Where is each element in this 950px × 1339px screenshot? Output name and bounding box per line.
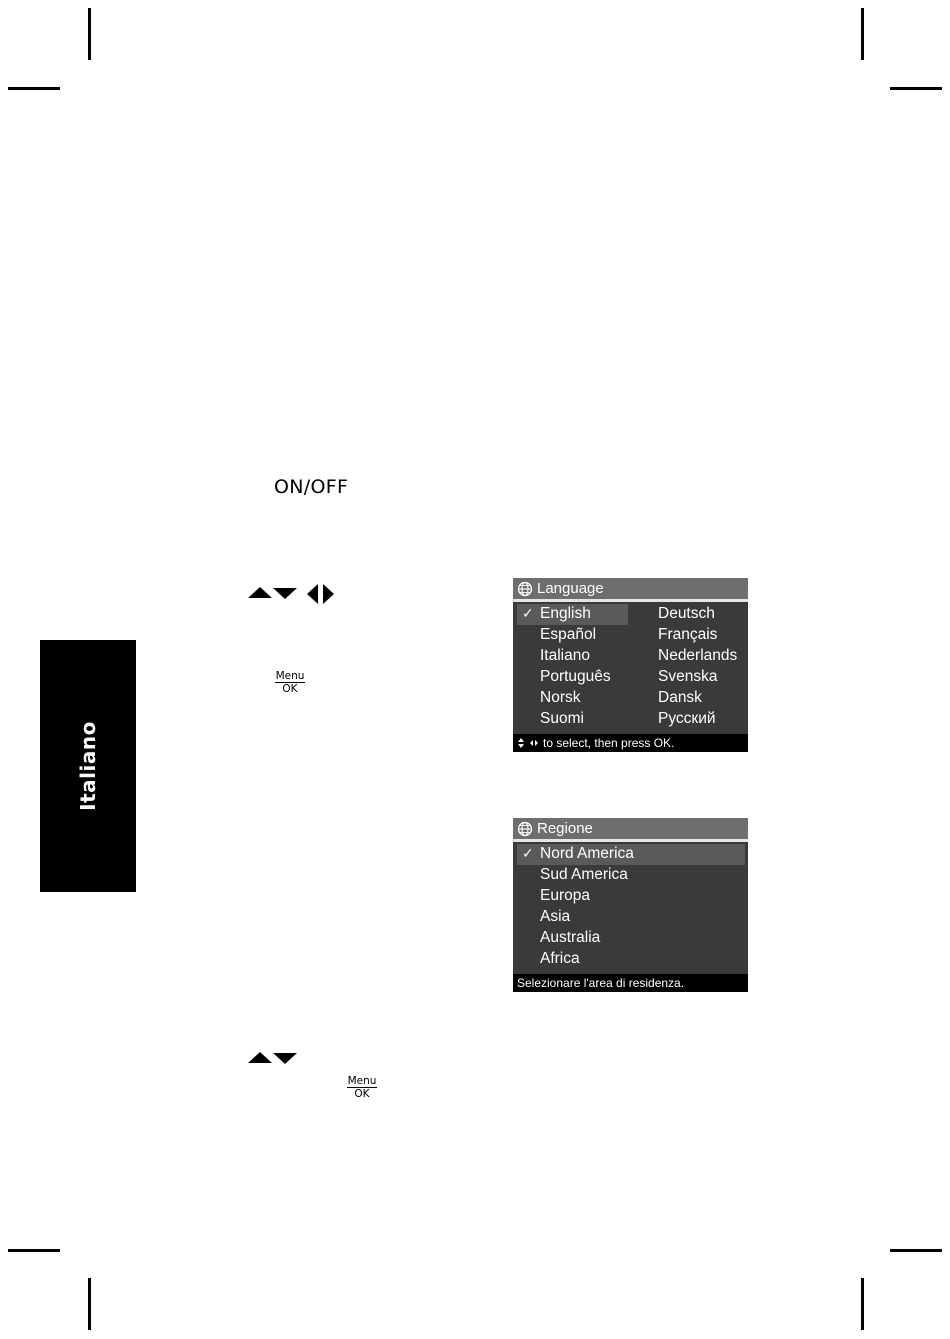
region-screen <box>513 818 748 992</box>
side-tab-label: Italiano <box>76 721 100 811</box>
language-row <box>513 667 748 688</box>
region-option[interactable]: Europa <box>540 887 590 904</box>
crop-mark-top-left-vertical <box>88 8 91 60</box>
left-arrow-icon <box>307 584 318 604</box>
menu-label: Menu <box>275 670 305 682</box>
down-arrow-icon <box>273 1053 297 1064</box>
region-row <box>513 844 748 865</box>
language-option[interactable]: Español <box>540 626 597 643</box>
ok-label: OK <box>282 683 298 695</box>
crop-mark-bottom-left-horizontal <box>8 1249 60 1252</box>
language-option[interactable]: Português <box>540 668 611 685</box>
up-down-keys-icon <box>248 1050 298 1066</box>
region-list <box>513 842 748 970</box>
language-option[interactable]: English <box>540 605 591 622</box>
language-row <box>513 709 748 730</box>
language-option[interactable]: Norsk <box>540 689 581 706</box>
language-footer-text: to select, then press OK. <box>543 736 675 750</box>
menu-ok-icon <box>344 1075 380 1100</box>
language-row <box>513 625 748 646</box>
language-option[interactable]: Nederlands <box>658 647 738 664</box>
globe-icon <box>517 581 533 597</box>
region-row <box>513 865 748 886</box>
crop-mark-top-right-vertical <box>861 8 864 60</box>
language-side-tab <box>40 640 136 892</box>
region-row <box>513 907 748 928</box>
down-arrow-icon <box>273 588 297 599</box>
arrow-buttons-icon-group <box>248 584 338 604</box>
region-option[interactable]: Asia <box>540 908 571 925</box>
language-option[interactable]: Italiano <box>540 647 590 664</box>
language-screen-header <box>513 578 748 599</box>
globe-icon <box>517 821 533 837</box>
region-screen-header <box>513 818 748 839</box>
language-option[interactable]: Dansk <box>658 689 702 706</box>
language-row <box>513 646 748 667</box>
language-row <box>513 604 748 625</box>
crop-mark-bottom-right-vertical <box>861 1278 864 1330</box>
region-row <box>513 949 748 970</box>
navigation-arrows-icon <box>517 738 539 748</box>
crop-mark-top-left-horizontal <box>8 87 60 90</box>
region-option[interactable]: Africa <box>540 950 580 967</box>
up-down-buttons-icon-group <box>248 1050 298 1066</box>
checkmark-icon: ✓ <box>522 845 534 861</box>
language-option[interactable]: Svenska <box>658 668 718 685</box>
menu-label: Menu <box>347 1075 377 1087</box>
onoff-button-label: ON/OFF <box>274 476 349 498</box>
language-screen <box>513 578 748 752</box>
crop-mark-top-right-horizontal <box>890 87 942 90</box>
region-row <box>513 886 748 907</box>
language-screen-footer <box>513 734 748 752</box>
crop-mark-bottom-right-horizontal <box>890 1249 942 1252</box>
arrow-keys-icon <box>248 584 338 604</box>
language-row <box>513 688 748 709</box>
language-option[interactable]: Français <box>658 626 718 643</box>
region-footer-text: Selezionare l'area di residenza. <box>517 976 685 990</box>
language-screen-title: Language <box>537 580 604 597</box>
ok-label: OK <box>354 1088 370 1100</box>
language-option[interactable]: Suomi <box>540 710 584 727</box>
language-option[interactable]: Русский <box>658 710 716 727</box>
language-list <box>513 602 748 730</box>
region-option[interactable]: Australia <box>540 929 601 946</box>
language-option[interactable]: Deutsch <box>658 605 715 622</box>
up-arrow-icon <box>248 587 272 598</box>
region-screen-footer <box>513 974 748 992</box>
region-row <box>513 928 748 949</box>
region-option[interactable]: Sud America <box>540 866 628 883</box>
menu-ok-icon <box>272 670 308 695</box>
up-arrow-icon <box>248 1052 272 1063</box>
crop-mark-bottom-left-vertical <box>88 1278 91 1330</box>
right-arrow-icon <box>323 584 334 604</box>
checkmark-icon: ✓ <box>522 605 534 621</box>
region-screen-title: Regione <box>537 820 593 837</box>
region-option[interactable]: Nord America <box>540 845 634 862</box>
